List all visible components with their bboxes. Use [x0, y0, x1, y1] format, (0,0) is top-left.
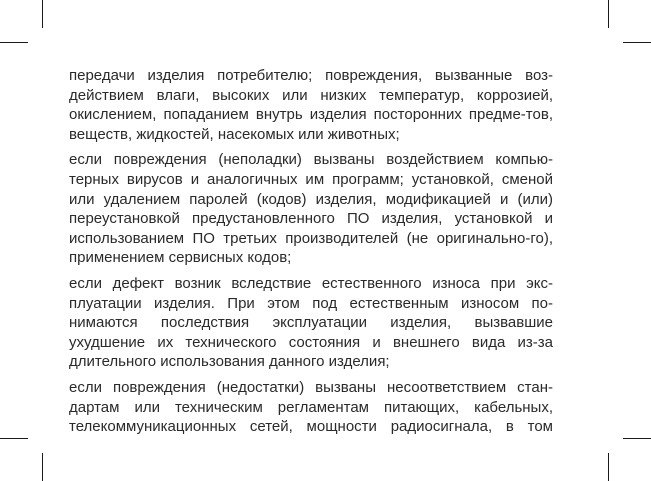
crop-mark-bottom-left-horizontal [0, 438, 28, 439]
crop-mark-bottom-right-vertical [608, 453, 609, 481]
crop-mark-top-right-horizontal [623, 42, 651, 43]
crop-mark-top-right-vertical [608, 0, 609, 28]
paragraph-natural-wear: если дефект возник вследствие естественного износа при экс-плуатации изделия. При этом под естественным износом по-нимаются последствия эксплуатации изделия, вызвавшие ухудшение их технического состояния и внешнего вида из-за длительного использования данного изделия; [69, 274, 553, 371]
page-text-block [69, 66, 553, 437]
crop-mark-top-left-horizontal [0, 42, 28, 43]
paragraph-moisture-damage: передачи изделия потребителю; повреждения, вызванные воз-действием влаги, высоких или низких температур, коррозией, окислением, попаданием внутрь изделия посторонних предме-тов, веществ, жидкостей, насекомых или животных; [69, 67, 553, 143]
crop-mark-top-left-vertical [42, 0, 43, 28]
crop-mark-bottom-left-vertical [42, 453, 43, 481]
crop-mark-bottom-right-horizontal [623, 438, 651, 439]
paragraph-network-mismatch: если повреждения (недостатки) вызваны несоответствием стан-дартам или техническим регламентам питающих, кабельных, телекоммуникационных сетей, мощности радиосигнала, в том [69, 378, 553, 436]
paragraph-software-damage: если повреждения (неполадки) вызваны воздействием компью-терных вирусов и аналогичных им программ; установкой, сменой или удалением паролей (кодов) изделия, модификацией и (или) переустановкой предустановленного ПО изделия, установкой и использованием ПО третьих производителей (не оригинально-го), применением сервисных кодов; [69, 151, 553, 267]
